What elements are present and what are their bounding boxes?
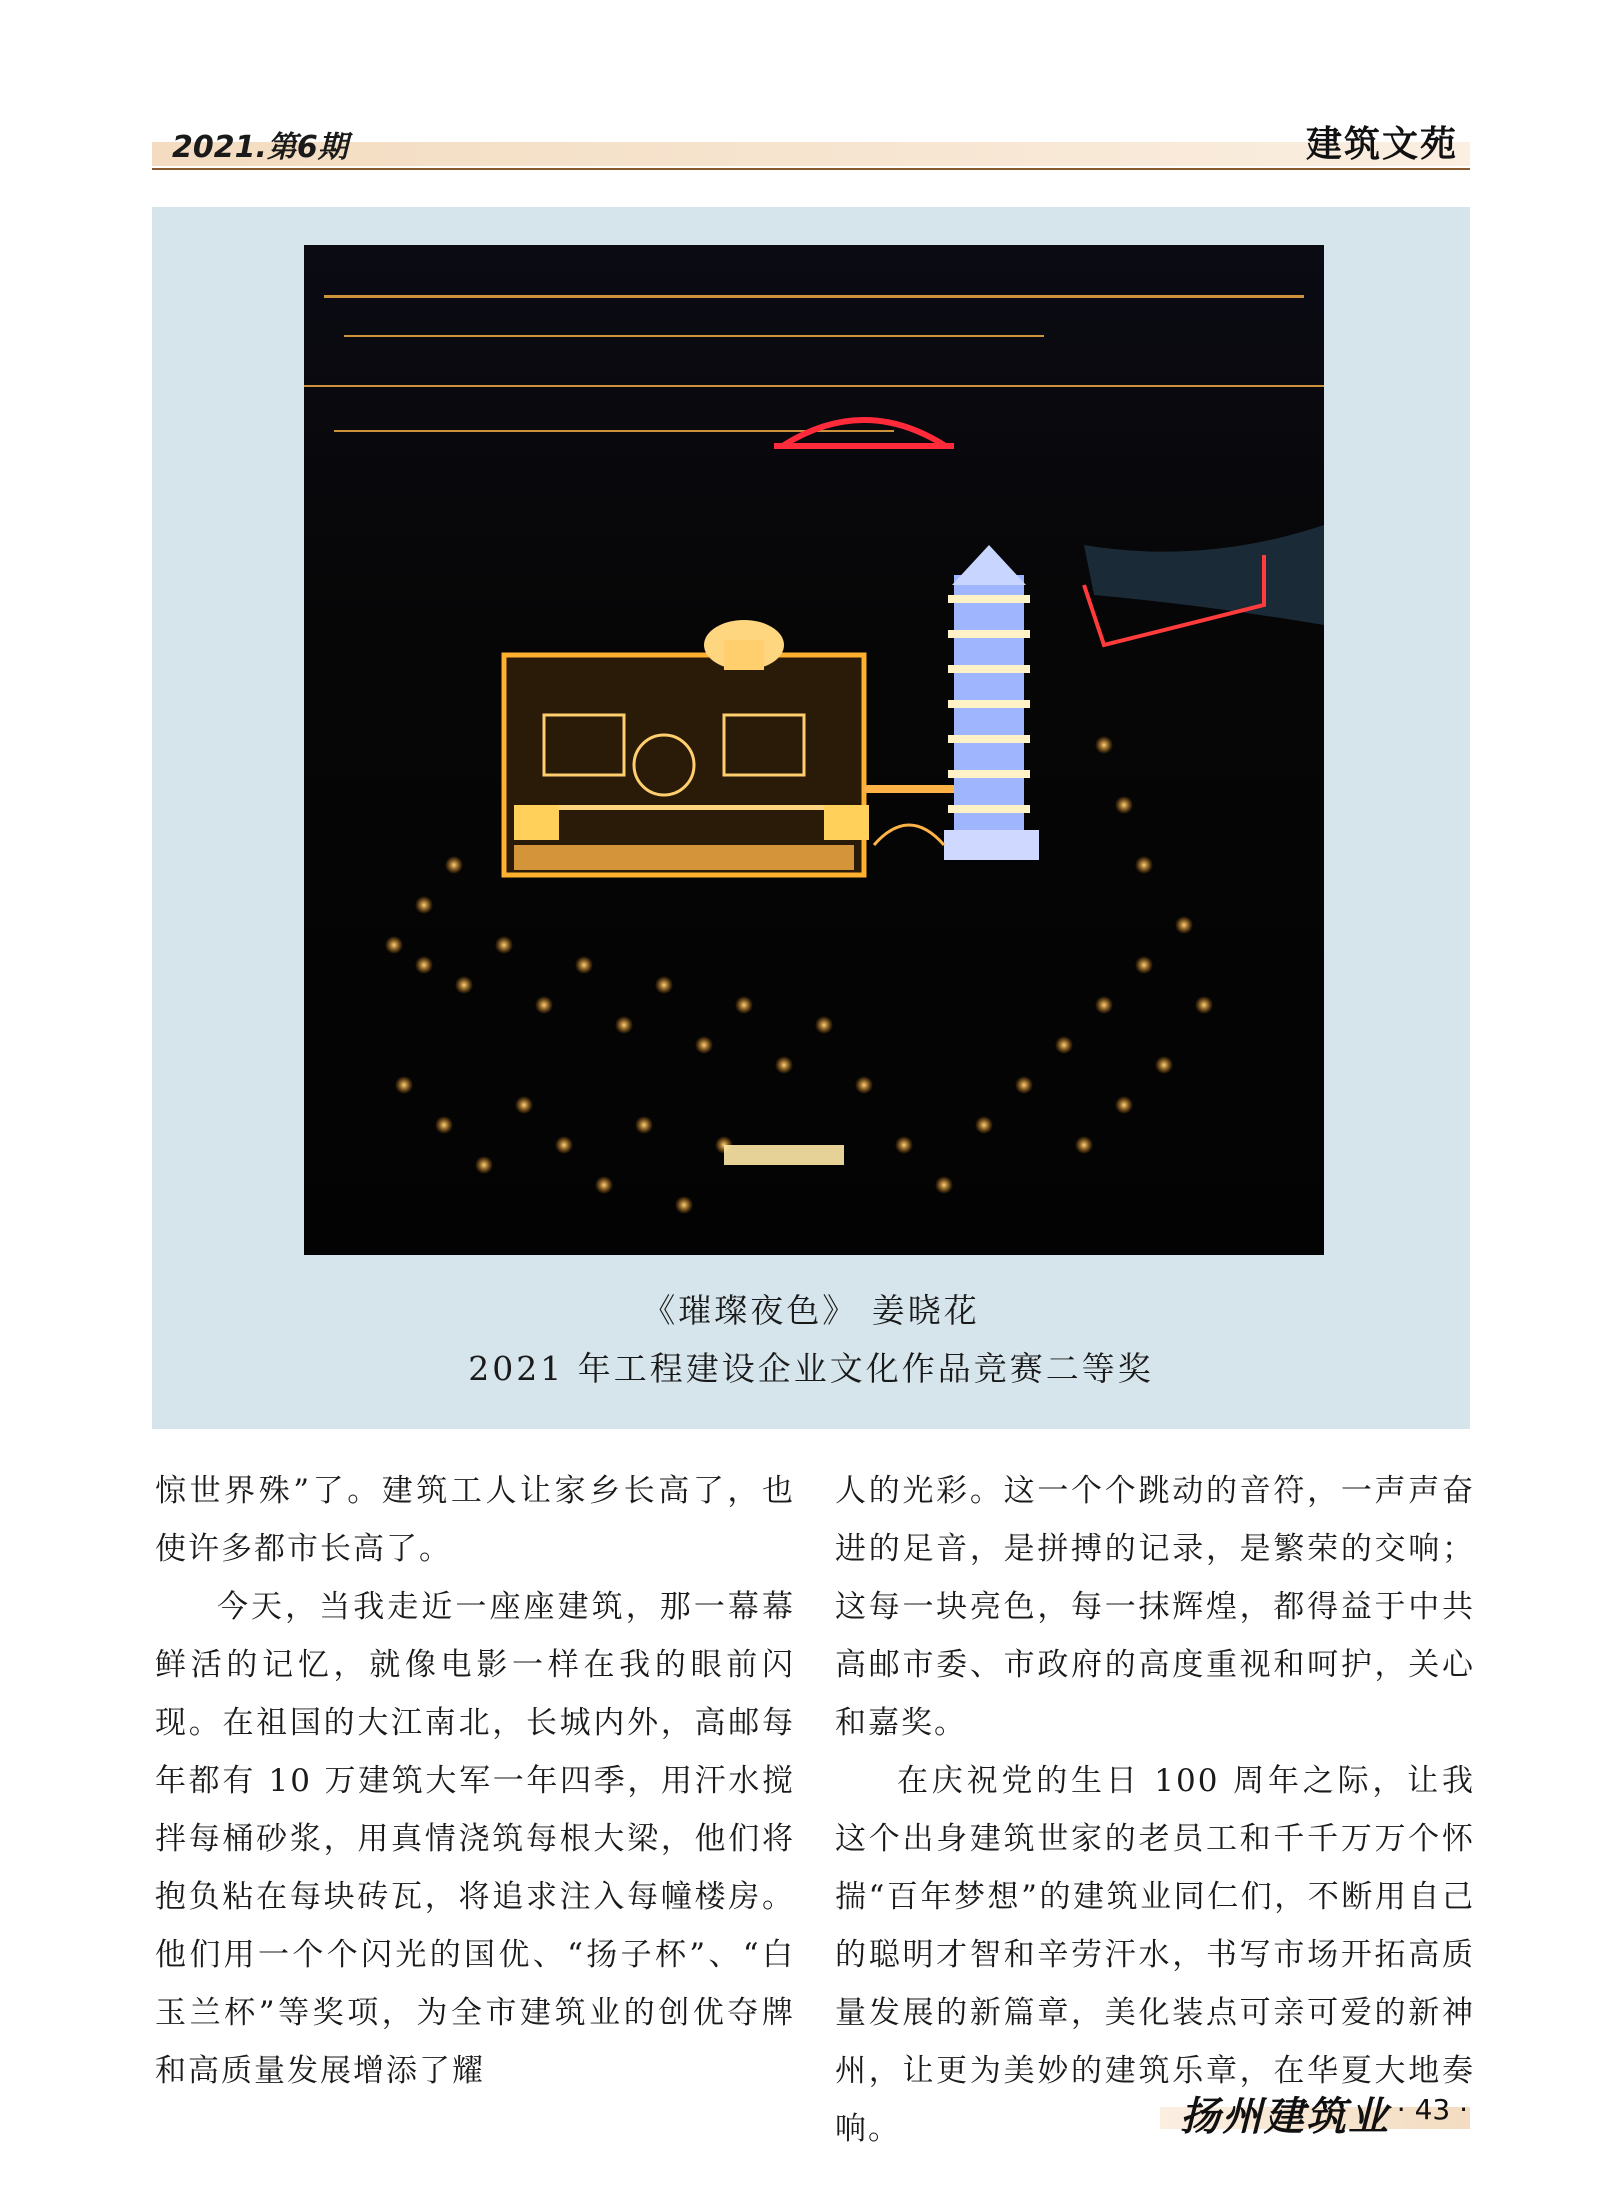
paragraph: 今天，当我走近一座座建筑，那一幕幕鲜活的记忆，就像电影一样在我的眼前闪现。在祖国的大江南北，长城内外，高邮每年都有 10 万建筑大军一年四季，用汗水搅拌每桶砂浆，用真情浇筑每根大梁，他们将抱负粘在每块砖瓦，将追求注入每幢楼房。他们用一个个闪光的国优、“扬子杯”、“白玉兰杯”等奖项，为全市建筑业的创优夺牌和高质量发展增添了耀 — [155, 1589, 795, 2089]
photo-illustration — [304, 245, 1324, 1255]
photo-panel — [152, 207, 1470, 1429]
issue-number: 2021.第6期 — [172, 130, 348, 165]
page-footer — [1160, 2085, 1470, 2140]
night-aerial-photo — [304, 245, 1324, 1255]
right-column — [835, 1462, 1475, 2158]
magazine-logo: 扬州建筑业 — [1180, 2093, 1390, 2140]
photo-caption-title: 《璀璨夜色》 姜晓花 — [642, 1291, 980, 1330]
paragraph: 人的光彩。这一个个跳动的音符，一声声奋进的足音，是拼搏的记录，是繁荣的交响；这每一块亮色，每一抹辉煌，都得益于中共高邮市委、市政府的高度重视和呵护，关心和嘉奖。 — [835, 1473, 1475, 1741]
paragraph: 惊世界殊”了。建筑工人让家乡长高了，也使许多都市长高了。 — [155, 1473, 795, 1567]
paragraph: 在庆祝党的生日 100 周年之际，让我这个出身建筑世家的老员工和千千万万个怀揣“百年梦想”的建筑业同仁们，不断用自己的聪明才智和辛劳汗水，书写市场开拓高质量发展的新篇章，美化装点可亲可爱的新神州，让更为美妙的建筑乐章，在华夏大地奏响。 — [835, 1763, 1475, 2147]
left-column — [155, 1462, 795, 2100]
page-header — [152, 112, 1470, 170]
section-title: 建筑文苑 — [1305, 124, 1458, 165]
photo-caption-award: 2021 年工程建设企业文化作品竞赛二等奖 — [468, 1349, 1154, 1388]
page-number: · 43 · — [1396, 2093, 1468, 2126]
header-band — [152, 142, 1470, 166]
